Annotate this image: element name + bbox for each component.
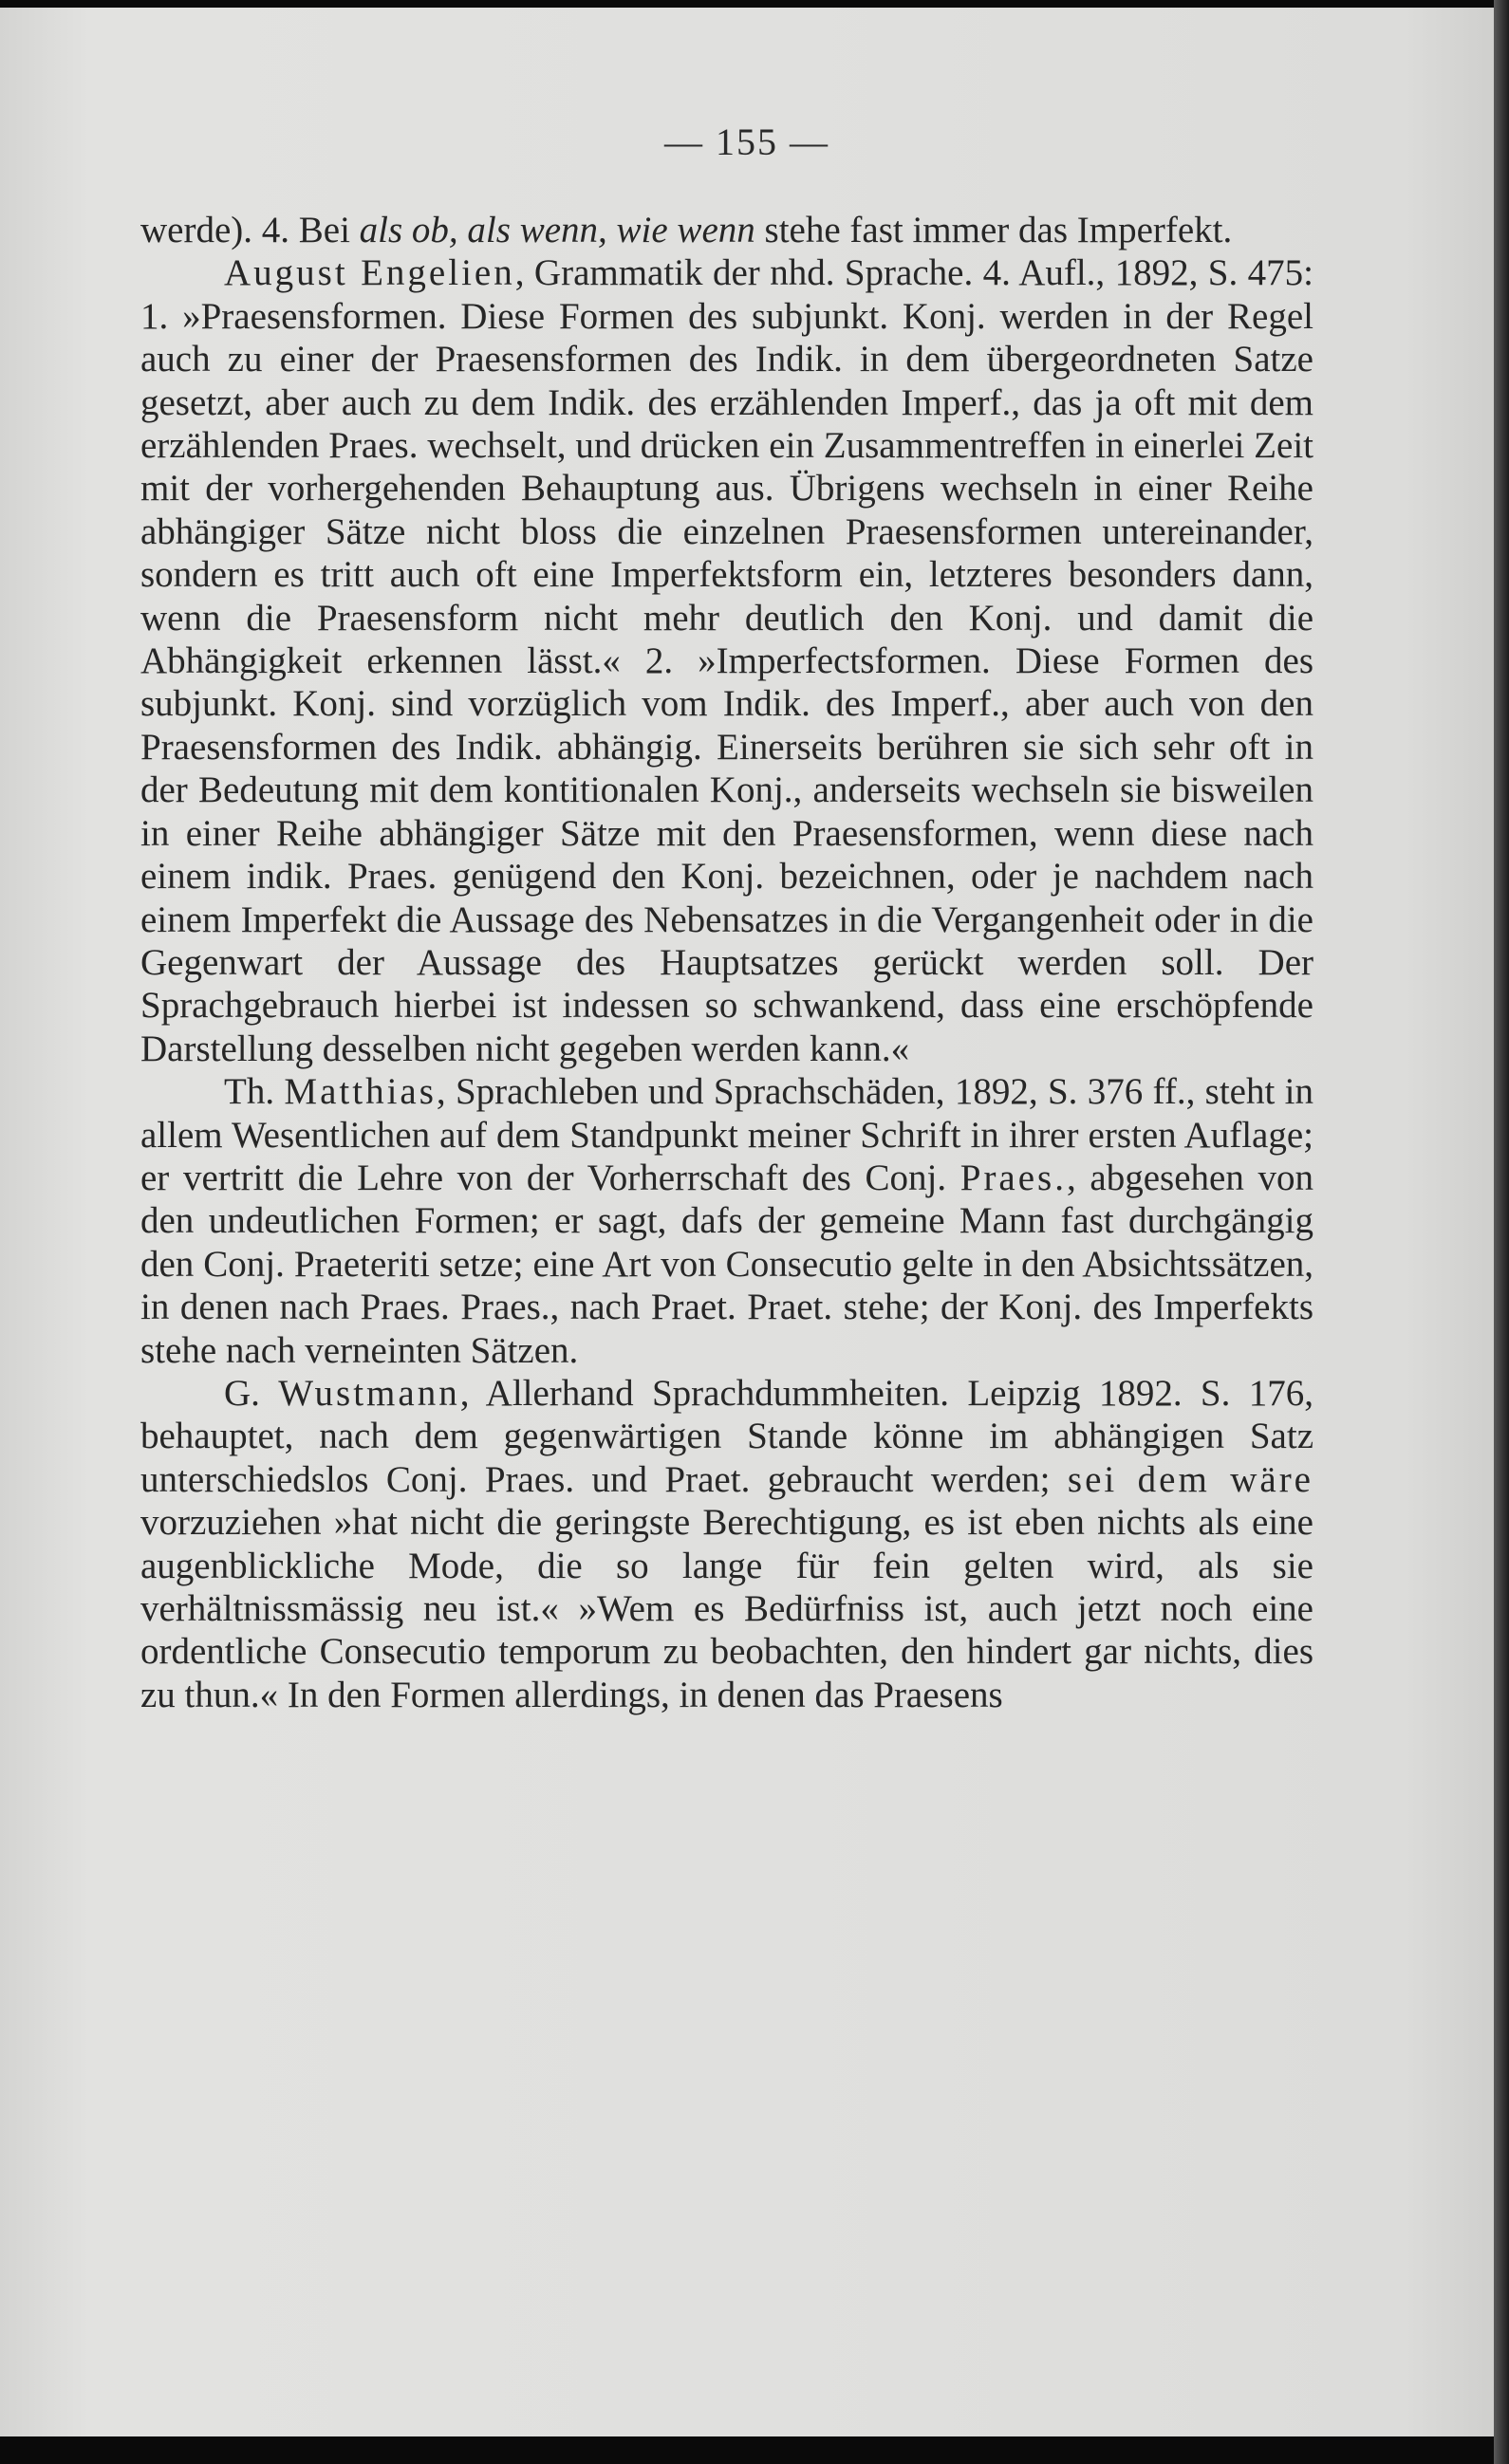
book-page xyxy=(0,8,1494,2436)
paragraph-4 xyxy=(140,1372,1313,1716)
paragraph-2-text: , Grammatik der nhd. Sprache. 4. Aufl., 1892, S. 475: 1. »Praesensformen. Diese Formen des subjunkt. Konj. werden in der Regel auch zu einer der Praesensformen des Indik. in dem übergeordneten Satze gesetzt, aber auch zu dem Indik. des erzählenden Imperf., das ja oft mit dem erzählenden Praes. wechselt, und drücken ein Zusammentreffen in einerlei Zeit mit der vorhergehenden Behauptung aus. Übrigens wechseln in einer Reihe abhängiger Sätze nicht bloss die einzelnen Praesensformen untereinander, sondern es tritt auch oft eine Imperfektsform ein, letzteres besonders dann, wenn die Praesensform nicht mehr deutlich den Konj. und damit die Abhängigkeit erkennen lässt.« 2. »Imperfectsformen. Diese Formen des subjunkt. Konj. sind vorzüglich vom Indik. des Imperf., aber auch von den Praesensformen des Indik. abhängig. Einerseits berühren sie sich sehr oft in der Bedeutung mit dem kontitionalen Konj., anderseits wechseln sie bisweilen in einer Reihe abhängiger Sätze mit den Praesensformen, wenn diese nach einem indik. Praes. genügend den Konj. bezeichnen, oder je nachdem nach einem Imperfekt die Aussage des Nebensatzes in die Vergangenheit oder in die Gegenwart der Aussage des Hauptsatzes gerückt werden soll. Der Sprachgebrauch hierbei ist indessen so schwankend, dass eine erschöpfende Darstellung desselben nicht gegeben werden kann.« xyxy=(140,252,1313,1069)
book-edge xyxy=(1494,0,1509,2464)
paragraph-1-italic: als ob, als wenn, wie wenn xyxy=(359,210,755,250)
paragraph-3-text-b: , abgesehen von den undeutlichen Formen; er sagt, dafs der gemeine Mann fast durchgängig den Conj. Praeteriti setze; eine Art von Consecutio gelte in den Absichtssätzen, in denen nach Praes. Praes., nach Praet. Praet. stehe; der Konj. des Imperfekts stehe nach verneinten Sätzen. xyxy=(140,1157,1313,1371)
paragraph-1-text-a: werde). 4. Bei xyxy=(140,210,360,250)
paragraph-4-text-b: vorzuziehen »hat nicht die geringste Berechtigung, es ist eben nichts als eine augenblickliche Mode, die so lange für fein gelten wird, als sie verhältnissmässig neu ist.« »Wem es Bedürfniss ist, auch jetzt noch eine ordentliche Consecutio temporum zu beobachten, den hindert gar nichts, dies zu thun.« In den Formen allerdings, in denen das Praesens xyxy=(140,1502,1313,1715)
paragraph-4-text-a: , Allerhand Sprachdummheiten. Leipzig 1892. S. 176, behauptet, nach dem gegenwärtigen Stande könne im abhängigen Satz unterschiedslos Conj. Praes. und Praet. gebraucht werden; xyxy=(140,1372,1313,1500)
paragraph-1 xyxy=(140,209,1313,251)
page-body xyxy=(140,209,1313,1716)
paragraph-4-lead: G. xyxy=(224,1372,279,1414)
paragraph-3-author: Matthias xyxy=(284,1071,437,1113)
paragraph-2 xyxy=(140,251,1313,1070)
paragraph-4-spaced: sei dem wäre xyxy=(1067,1458,1313,1500)
paragraph-1-text-b: stehe fast immer das Imperfekt. xyxy=(754,210,1233,250)
paragraph-4-author: Wustmann xyxy=(278,1372,460,1414)
paragraph-3-spaced: Praes. xyxy=(959,1157,1067,1198)
paragraph-3 xyxy=(140,1070,1313,1372)
paragraph-3-lead: Th. xyxy=(224,1071,285,1113)
paragraph-2-author: August Engelien xyxy=(224,252,515,294)
page-number: — 155 — xyxy=(664,120,829,163)
paragraph-3-text-a: , Sprachleben und Sprachschäden, 1892, S. 376 ff., steht in allem Wesentlichen auf dem Standpunkt meiner Schrift in ihrer ersten Auflage; er vertritt die Lehre von der Vorherrschaft des Conj. xyxy=(140,1071,1313,1198)
